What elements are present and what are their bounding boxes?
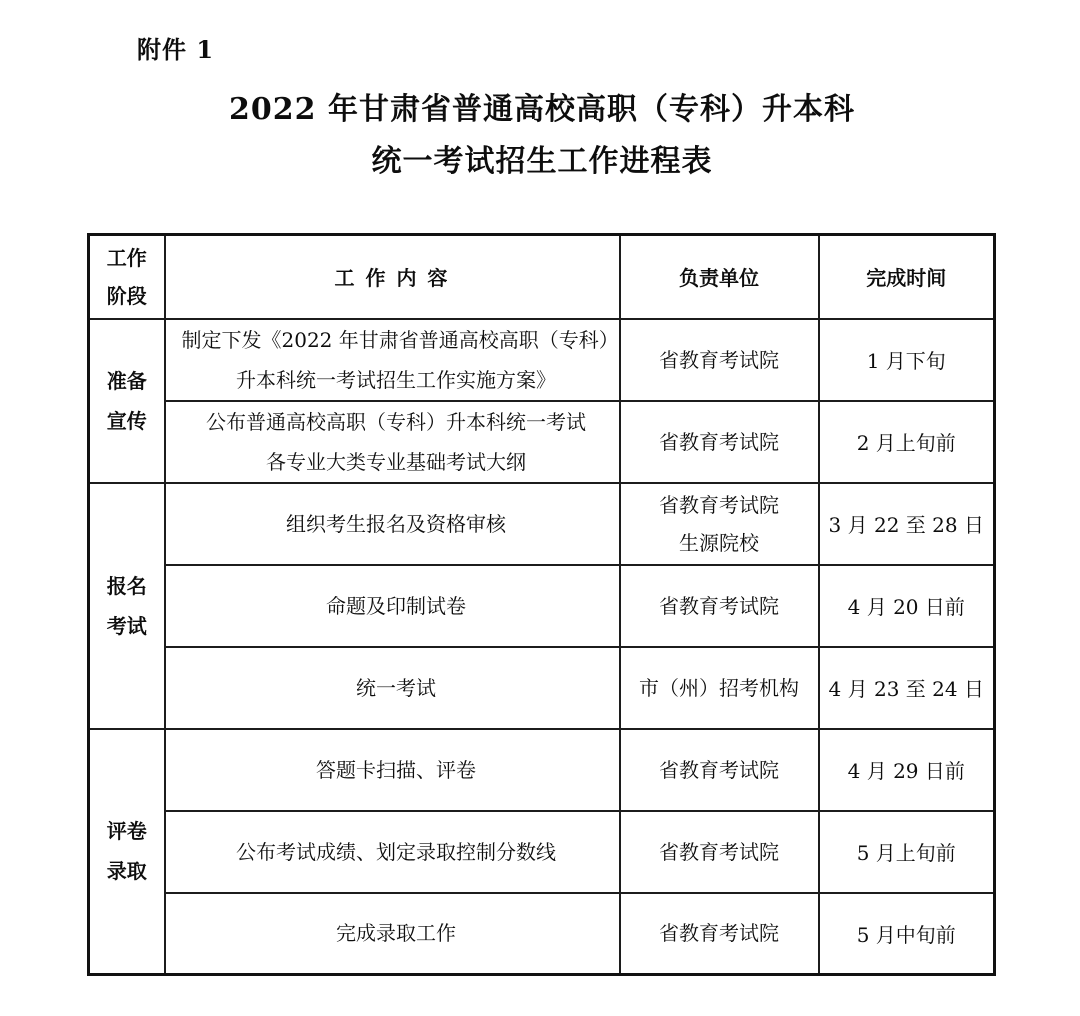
unit-line-0: 省教育考试院 — [659, 921, 779, 946]
time-cell: 4 月 20 日前 — [819, 565, 995, 647]
unit-line-0: 市（州）招考机构 — [639, 675, 799, 700]
unit-cell — [620, 401, 819, 483]
content-line-0: 统一考试 — [356, 675, 436, 700]
document-title — [0, 84, 1080, 188]
content-cell — [165, 647, 620, 729]
stage-cell-1 — [89, 483, 165, 729]
header-time: 完成时间 — [819, 235, 995, 319]
content-cell — [165, 401, 620, 483]
table-row — [89, 401, 995, 483]
content-cell — [165, 893, 620, 975]
header-stage — [89, 235, 165, 319]
content-line-1: 各专业大类专业基础考试大纲 — [266, 449, 526, 474]
content-line-0: 公布考试成绩、划定录取控制分数线 — [236, 839, 556, 864]
stage-line-1: 录取 — [106, 859, 147, 884]
content-line-0: 命题及印制试卷 — [326, 593, 466, 618]
content-cell — [165, 565, 620, 647]
time-cell: 3 月 22 至 28 日 — [819, 483, 995, 565]
attachment-label: 附件 1 — [137, 35, 215, 64]
unit-line-0: 省教育考试院 — [659, 757, 779, 782]
content-line-1: 升本科统一考试招生工作实施方案》 — [236, 367, 556, 392]
header-stage-line-2: 阶段 — [106, 283, 147, 308]
content-line-0: 公布普通高校高职（专科）升本科统一考试 — [206, 409, 586, 434]
time-cell: 2 月上旬前 — [819, 401, 995, 483]
content-line-0: 制定下发《2022 年甘肃省普通高校高职（专科） — [181, 327, 619, 352]
unit-cell — [620, 811, 819, 893]
unit-cell — [620, 729, 819, 811]
stage-line-0: 准备 — [106, 368, 147, 393]
unit-line-1: 生源院校 — [679, 530, 759, 555]
schedule-table — [87, 233, 996, 976]
header-stage-line-1: 工作 — [106, 245, 147, 270]
title-line-2: 统一考试招生工作进程表 — [371, 144, 713, 179]
table-row — [89, 319, 995, 401]
time-cell: 5 月中旬前 — [819, 893, 995, 975]
unit-cell — [620, 483, 819, 565]
stage-cell-2 — [89, 729, 165, 975]
header-content: 工 作 内 容 — [165, 235, 620, 319]
unit-cell — [620, 319, 819, 401]
stage-line-0: 报名 — [106, 573, 147, 598]
stage-cell-0 — [89, 319, 165, 483]
header-row — [89, 235, 995, 319]
table-row — [89, 483, 995, 565]
unit-line-0: 省教育考试院 — [659, 492, 779, 517]
unit-cell — [620, 893, 819, 975]
content-cell — [165, 729, 620, 811]
unit-cell — [620, 647, 819, 729]
table-row — [89, 893, 995, 975]
title-line-1: 2022 年甘肃省普通高校高职（专科）升本科 — [229, 92, 855, 127]
table-row — [89, 647, 995, 729]
time-cell: 4 月 23 至 24 日 — [819, 647, 995, 729]
content-cell — [165, 811, 620, 893]
table-row — [89, 729, 995, 811]
content-line-0: 组织考生报名及资格审核 — [286, 511, 506, 536]
unit-cell — [620, 565, 819, 647]
header-unit: 负责单位 — [620, 235, 819, 319]
content-cell — [165, 319, 620, 401]
time-cell: 5 月上旬前 — [819, 811, 995, 893]
time-cell: 1 月下旬 — [819, 319, 995, 401]
content-line-0: 完成录取工作 — [336, 921, 456, 946]
stage-line-1: 宣传 — [106, 408, 147, 433]
stage-line-0: 评卷 — [106, 819, 147, 844]
unit-line-0: 省教育考试院 — [659, 839, 779, 864]
unit-line-0: 省教育考试院 — [659, 429, 779, 454]
content-cell — [165, 483, 620, 565]
time-cell: 4 月 29 日前 — [819, 729, 995, 811]
content-line-0: 答题卡扫描、评卷 — [316, 757, 476, 782]
unit-line-0: 省教育考试院 — [659, 347, 779, 372]
table-row — [89, 811, 995, 893]
unit-line-0: 省教育考试院 — [659, 593, 779, 618]
table-row — [89, 565, 995, 647]
stage-line-1: 考试 — [106, 613, 147, 638]
